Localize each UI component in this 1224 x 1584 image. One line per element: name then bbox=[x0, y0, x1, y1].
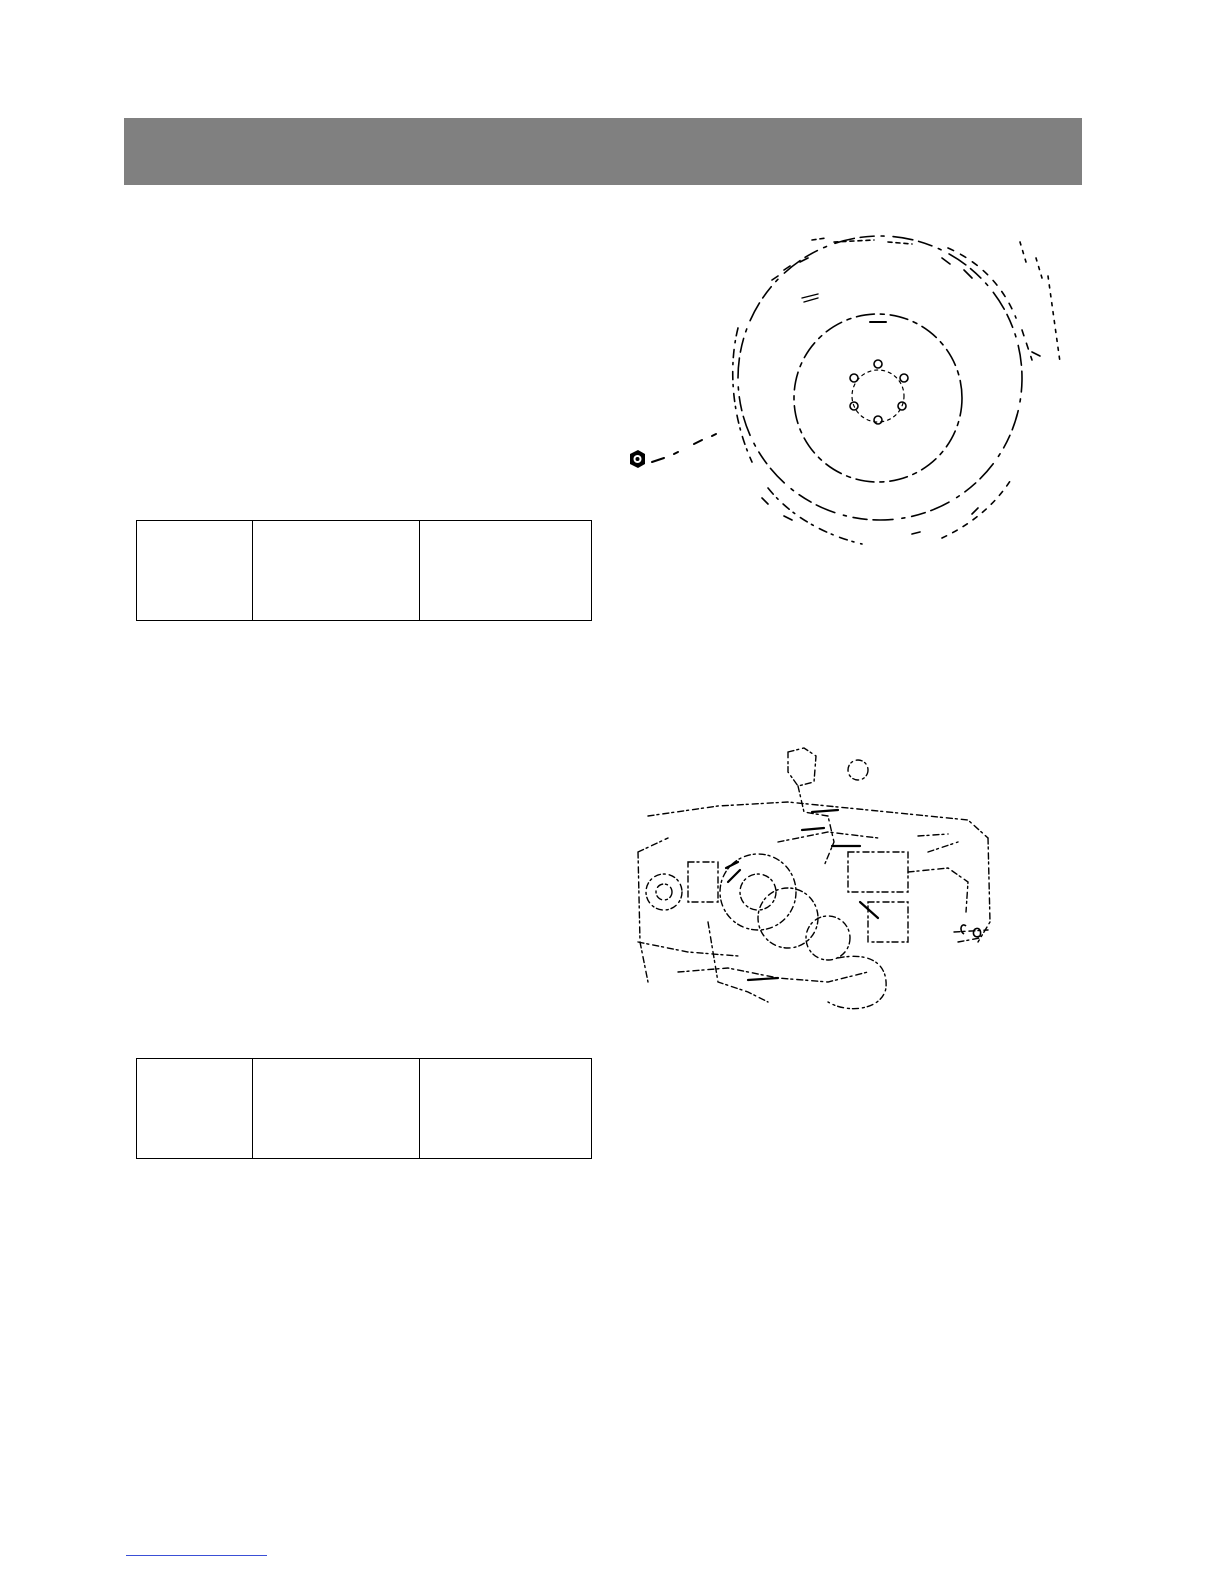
spec-table-2 bbox=[136, 1058, 592, 1159]
table-row bbox=[137, 1059, 592, 1159]
lug-nut-icon bbox=[630, 450, 645, 468]
table-cell bbox=[137, 521, 253, 621]
table-cell bbox=[420, 1059, 592, 1159]
table-row bbox=[137, 521, 592, 621]
table-cell bbox=[420, 521, 592, 621]
section-header-bar bbox=[124, 118, 1082, 185]
table-cell bbox=[253, 521, 420, 621]
footer-link[interactable] bbox=[126, 1555, 267, 1556]
table-cell bbox=[253, 1059, 420, 1159]
engine-assembly-diagram bbox=[628, 742, 1000, 1032]
spec-table-1 bbox=[136, 520, 592, 621]
wheel-hub-diagram bbox=[612, 218, 1068, 560]
table-cell bbox=[137, 1059, 253, 1159]
